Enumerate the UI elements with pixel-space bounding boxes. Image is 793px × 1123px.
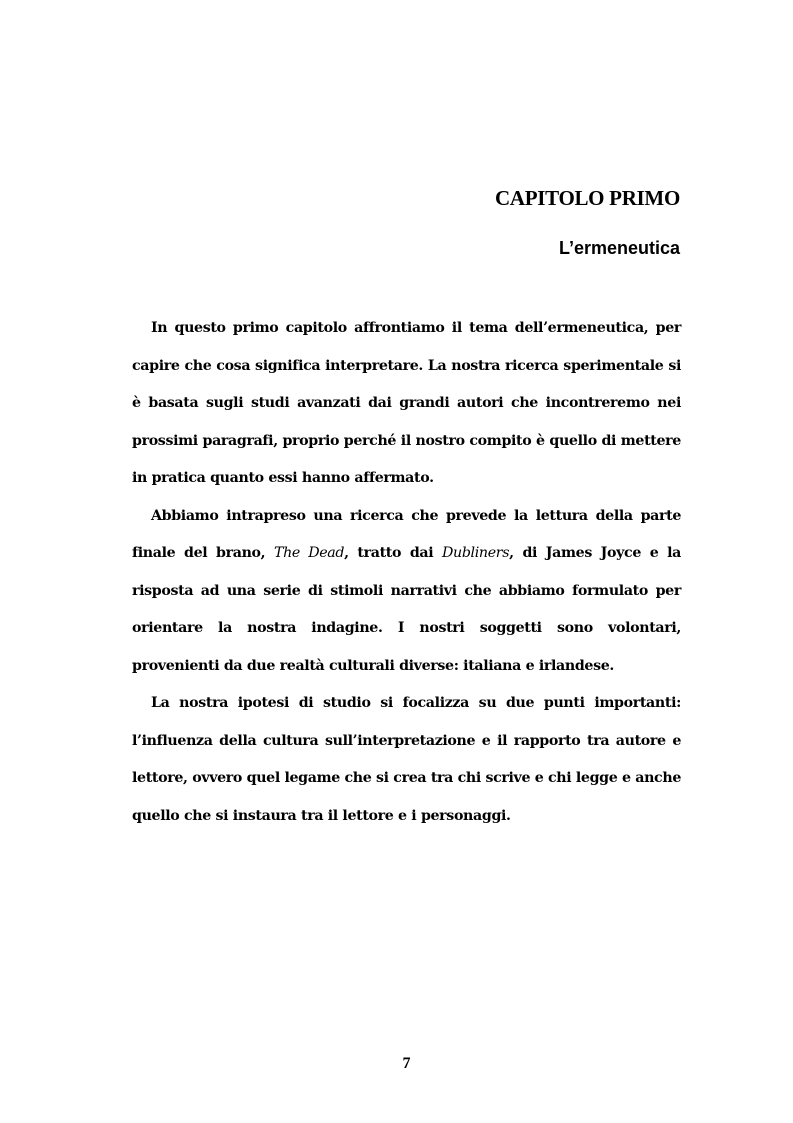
paragraph-3: La nostra ipotesi di studio si focalizza su due punti importanti: l’influenza della cultura sull’interpretazione e il rapporto tra autore e lettore, ovvero quel legame che si crea tra chi scrive e chi legge e anche quello che si instaura tra il lettore e i personaggi. xyxy=(132,695,681,824)
page-number: 7 xyxy=(402,1055,411,1072)
paragraph-1: In questo primo capitolo affrontiamo il tema dell’ermeneutica, per capire che cosa significa interpretare. La nostra ricerca sperimentale si è basata sugli studi avanzati dai grandi autori che incontreremo nei prossimi paragrafi, proprio perché il nostro compito è quello di mettere in pratica quanto essi hanno affermato. xyxy=(132,320,681,486)
work-title-dubliners: Dubliners xyxy=(442,545,510,561)
chapter-title: CAPITOLO PRIMO xyxy=(494,186,680,210)
paragraph-2-part-3: , di James Joyce e la risposta ad una serie di stimoli narrativi che abbiamo formulato per orientare la nostra indagine. I nostri soggetti sono volontari, provenienti da due realtà culturali diverse: italiana e irlandese. xyxy=(132,545,681,674)
paragraph-2-part-1: Abbiamo intrapreso una ricerca che prevede la lettura della parte finale del brano, xyxy=(132,507,681,561)
section-title: L’ermeneutica xyxy=(558,238,680,258)
work-title-the-dead: The Dead xyxy=(273,545,345,561)
paragraph-2-part-2: , tratto dai xyxy=(344,545,443,561)
body-text xyxy=(132,310,681,835)
paragraph-2 xyxy=(132,498,681,686)
